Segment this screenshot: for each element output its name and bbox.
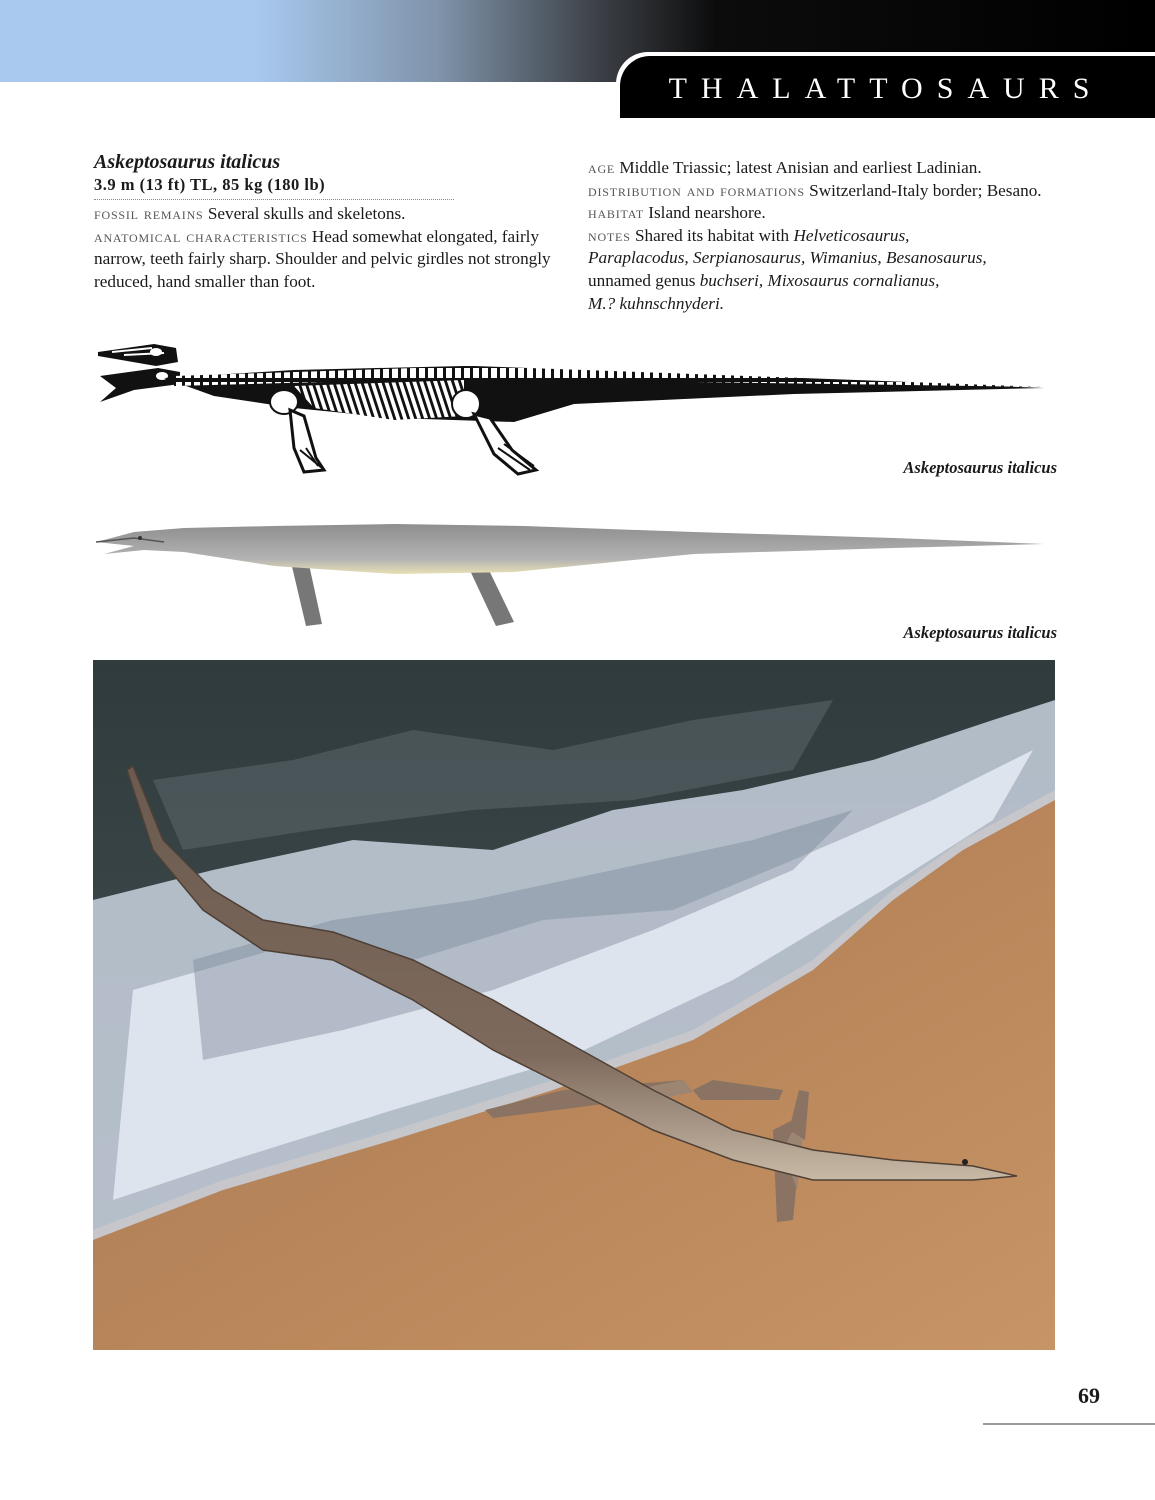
anatomical-label: anatomical characteristics: [94, 226, 308, 246]
habitat-text: Island nearshore.: [648, 203, 766, 223]
fossil-remains-paragraph: [94, 203, 574, 226]
notes-genus: Wimanius,: [809, 248, 882, 268]
notes-genus: Serpianosaurus,: [693, 248, 806, 268]
habitat-label: habitat: [588, 203, 644, 223]
notes-genus: Paraplacodus,: [588, 248, 689, 268]
page-number-rule: [983, 1423, 1155, 1425]
habitat-paragraph: [588, 202, 1068, 225]
fossil-remains-label: fossil remains: [94, 204, 204, 223]
life-drawing-figure: [94, 508, 1054, 632]
anatomical-text: Head somewhat elongated, fairly narrow, teeth fairly sharp. Shoulder and pelvic girdles not strongly reduced, hand smaller than foot.: [94, 226, 551, 291]
drawing-caption: Askeptosaurus italicus: [903, 623, 1057, 642]
anatomical-paragraph: [94, 226, 574, 294]
painting-illustration: [93, 660, 1055, 1350]
notes-label: notes: [588, 225, 631, 245]
notes-prefix: Shared its habitat with: [634, 225, 790, 245]
species-name: Askeptosaurus italicus: [94, 151, 281, 173]
notes-genus: M.? kuhnschnyderi.: [588, 293, 725, 313]
notes-genus: Mixosaurus cornalianus,: [767, 270, 940, 290]
fossil-remains-text: Several skulls and skeletons.: [207, 204, 406, 223]
page-number: 69: [1078, 1383, 1100, 1408]
distribution-paragraph: [588, 180, 1068, 203]
entry-left-column: [94, 150, 574, 293]
skeleton-caption: Askeptosaurus italicus: [903, 458, 1057, 477]
entry-right-column: [588, 157, 1068, 315]
notes-paragraph: [588, 225, 1068, 315]
section-title: THALATTOSAURS: [668, 72, 1104, 105]
species-size: 3.9 m (13 ft) TL, 85 kg (180 lb): [94, 174, 454, 200]
age-paragraph: [588, 157, 1068, 180]
age-text: Middle Triassic; latest Anisian and earliest Ladinian.: [619, 158, 982, 177]
distribution-text: Switzerland-Italy border; Besano.: [809, 180, 1042, 200]
notes-genus: Besanosaurus,: [885, 248, 987, 268]
distribution-label: distribution and formations: [588, 180, 805, 200]
notes-genus: buchseri,: [699, 270, 764, 290]
notes-mid: unnamed genus: [588, 270, 696, 290]
notes-genus: Helveticosaurus,: [793, 225, 910, 245]
age-label: age: [588, 158, 616, 177]
